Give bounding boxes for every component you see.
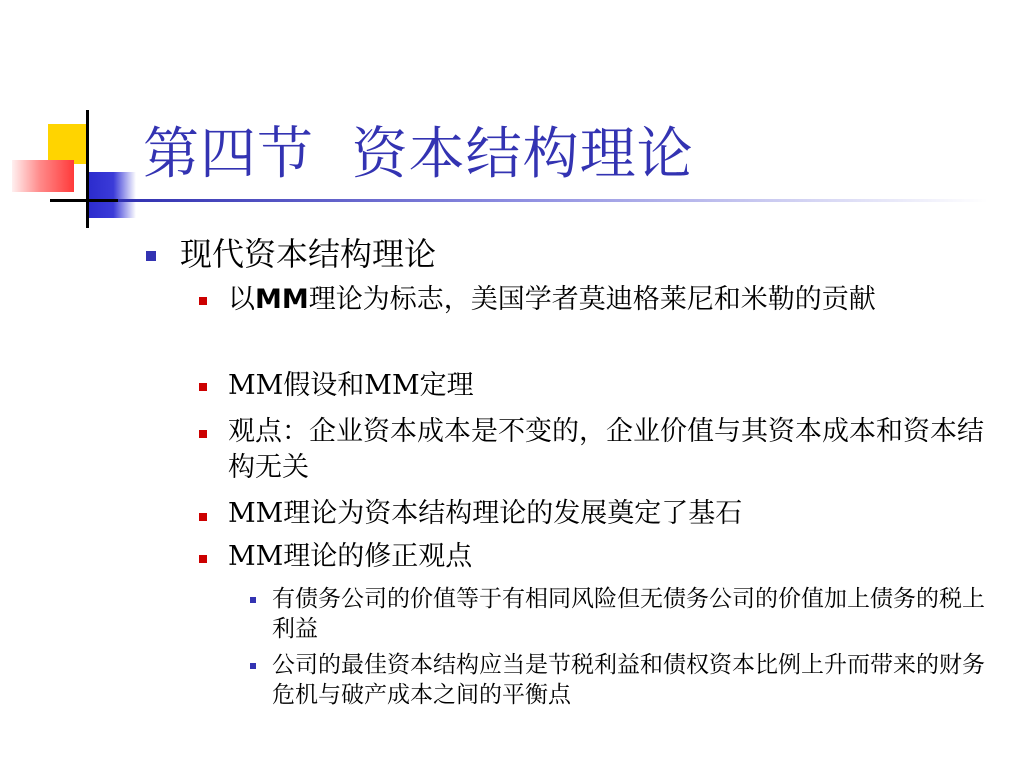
square-bullet-icon: [146, 251, 156, 261]
title-underline-rule: [118, 199, 988, 202]
slide-title: 第四节 资本结构理论: [143, 122, 694, 187]
title-decoration: [0, 0, 150, 240]
decor-vertical-line: [86, 110, 89, 228]
point-text: MM理论为资本结构理论的发展奠定了基石: [228, 498, 743, 529]
decor-horizontal-line: [50, 199, 118, 202]
point-text: 观点：企业资本成本是不变的，企业价值与其资本成本和资本结构无关: [228, 416, 984, 483]
decor-red-gradient-bar: [12, 160, 74, 192]
square-bullet-icon: [250, 663, 256, 669]
point-suffix: 理论为标志，美国学者莫迪格莱尼和米勒的贡献: [308, 284, 876, 315]
sub-point-text: 有债务公司的价值等于有相同风险但无债务公司的价值加上债务的税上利益: [272, 586, 985, 642]
square-bullet-icon: [199, 297, 207, 305]
decor-yellow-square: [48, 124, 86, 164]
point-text: [228, 282, 988, 318]
point-prefix: 以: [228, 284, 255, 315]
point-text: MM理论的修正观点: [228, 541, 473, 572]
point-bold-mm: MM: [255, 284, 309, 315]
main-bullet-text: 现代资本结构理论: [180, 235, 437, 273]
point-text: MM假设和MM定理: [228, 370, 474, 401]
decor-blue-gradient-square: [86, 172, 136, 218]
square-bullet-icon: [199, 513, 207, 521]
square-bullet-icon: [250, 597, 256, 603]
sub-point-text: 公司的最佳资本结构应当是节税利益和债权资本比例上升而带来的财务危机与破产成本之间的平衡点: [272, 652, 985, 708]
square-bullet-icon: [199, 555, 207, 563]
square-bullet-icon: [199, 430, 207, 438]
square-bullet-icon: [199, 383, 207, 391]
